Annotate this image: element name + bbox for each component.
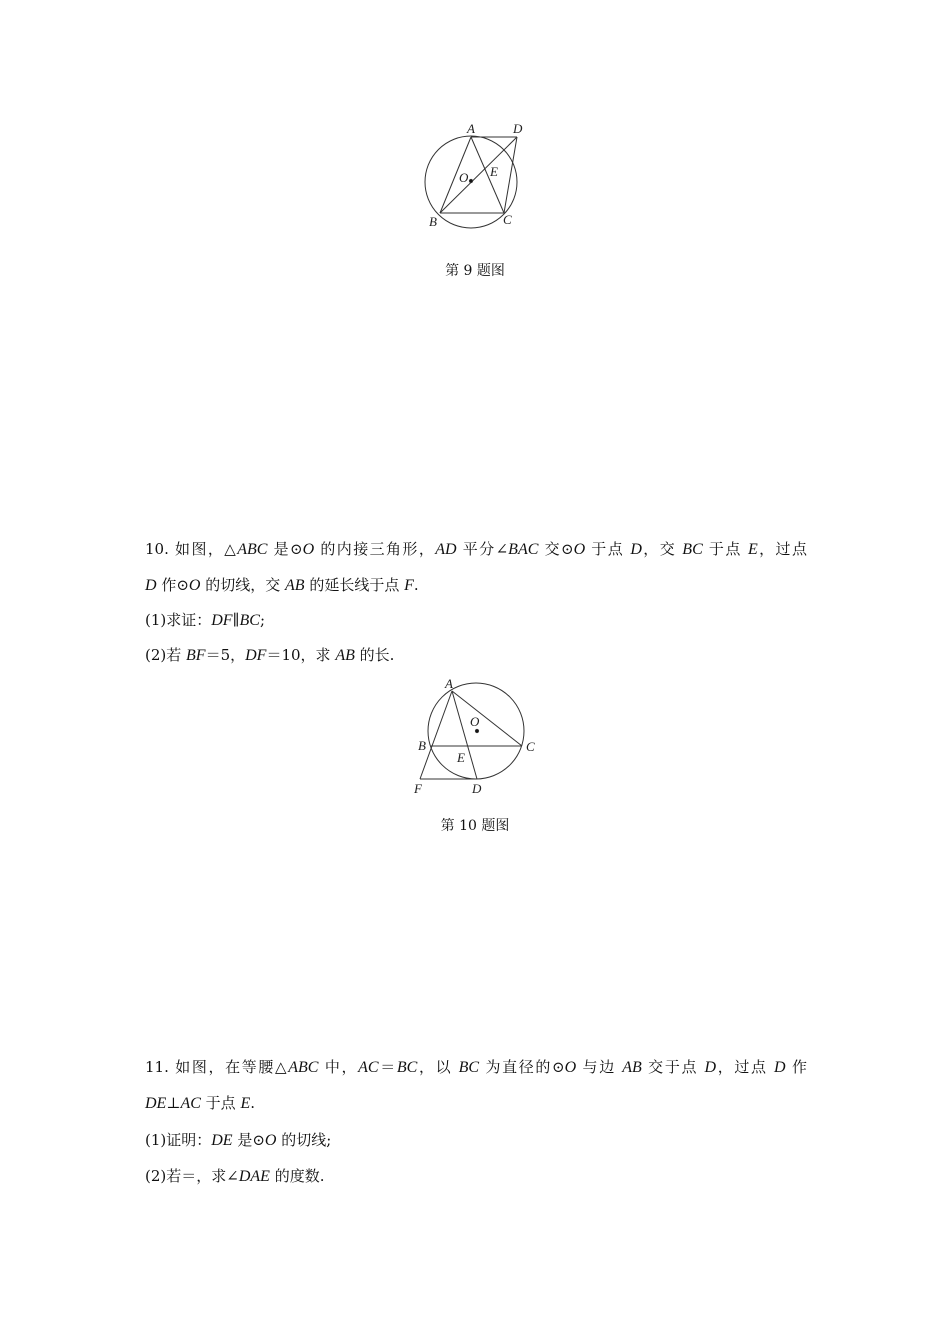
label-b: B xyxy=(418,738,426,753)
math-variable: BC xyxy=(458,1059,480,1076)
label-e: E xyxy=(490,164,498,179)
label-e: E xyxy=(457,750,465,765)
math-variable: E xyxy=(240,1095,251,1112)
math-variable: BC xyxy=(682,541,703,558)
text-segment: ⊥ xyxy=(166,1094,181,1112)
problem-10-line xyxy=(145,539,807,560)
text-segment: 的内接三角形， xyxy=(314,540,436,558)
text-segment: ＝ xyxy=(378,1058,397,1076)
text-segment: ，交 xyxy=(641,540,683,558)
text-segment: (2)若 xyxy=(145,646,187,664)
math-variable: O xyxy=(188,577,201,594)
math-variable: AB xyxy=(285,577,305,594)
math-variable: E xyxy=(747,541,758,558)
figure-10-labels xyxy=(413,676,535,796)
text-segment: 平分∠ xyxy=(456,540,509,558)
figure-9-caption: 第 9 题图 xyxy=(445,263,505,279)
math-variable: D xyxy=(630,541,642,558)
text-segment: 作⊙ xyxy=(156,576,189,594)
text-segment: 为直径的⊙ xyxy=(479,1058,565,1076)
text-segment: 的长. xyxy=(354,646,395,664)
text-segment: 交于点 xyxy=(641,1058,705,1076)
label-c: C xyxy=(526,739,535,754)
label-d: D xyxy=(472,781,482,796)
figure-10 xyxy=(420,683,524,779)
math-variable: AB xyxy=(335,647,355,664)
math-variable: BC xyxy=(396,1059,418,1076)
text-segment: ＝5， xyxy=(205,646,246,664)
text-segment: . xyxy=(250,1094,255,1112)
label-d: D xyxy=(513,121,523,136)
math-variable: O xyxy=(264,1132,277,1149)
center-dot xyxy=(469,179,472,182)
math-variable: DF xyxy=(211,612,233,629)
center-dot xyxy=(475,729,478,732)
text-segment: 11. 如图，在等腰△ xyxy=(145,1058,289,1076)
segment-ad xyxy=(452,691,477,779)
label-a: A xyxy=(445,676,453,691)
math-variable: O xyxy=(564,1059,577,1076)
text-segment: 的切线; xyxy=(276,1131,332,1149)
math-variable: DAE xyxy=(238,1168,270,1185)
math-variable: D xyxy=(704,1059,717,1076)
math-variable: AC xyxy=(180,1095,201,1112)
text-segment: (2)若＝，求∠ xyxy=(145,1167,239,1185)
math-variable: F xyxy=(404,577,414,594)
label-a: A xyxy=(467,121,475,136)
text-segment: 是⊙ xyxy=(232,1131,265,1149)
label-b: B xyxy=(429,214,437,229)
text-segment: 于点 xyxy=(702,540,748,558)
text-segment: 与边 xyxy=(576,1058,623,1076)
math-variable: D xyxy=(774,1059,786,1076)
math-variable: AC xyxy=(358,1059,379,1076)
text-segment: ，以 xyxy=(417,1058,459,1076)
math-variable: AD xyxy=(435,541,457,558)
math-variable: D xyxy=(145,577,157,594)
label-o: O xyxy=(470,714,480,729)
text-segment: 的度数. xyxy=(269,1167,325,1185)
text-segment: ，过点 xyxy=(716,1058,774,1076)
text-segment: 是⊙ xyxy=(267,540,303,558)
text-segment: 于点 xyxy=(585,540,631,558)
problem-11-part-2 xyxy=(145,1166,324,1187)
math-variable: AB xyxy=(622,1059,642,1076)
text-segment: (1)证明： xyxy=(145,1131,212,1149)
text-segment: 10. 如图，△ xyxy=(145,540,238,558)
text-segment: 于点 xyxy=(200,1094,241,1112)
text-segment: 的延长线于点 xyxy=(304,576,405,594)
text-segment: 作 xyxy=(785,1058,807,1076)
problem-10-part-1 xyxy=(145,610,265,631)
text-segment: ; xyxy=(259,611,266,629)
text-segment: ，过点 xyxy=(757,540,807,558)
problem-11-line xyxy=(145,1093,255,1114)
text-segment: 交⊙ xyxy=(538,540,574,558)
problem-11-line xyxy=(145,1057,807,1078)
math-variable: DE xyxy=(145,1095,167,1112)
label-f: F xyxy=(414,781,422,796)
math-variable: ABC xyxy=(288,1059,319,1076)
segment-ac xyxy=(471,137,504,213)
text-segment: . xyxy=(413,576,419,594)
text-segment: ∥ xyxy=(232,611,240,629)
label-o: O xyxy=(459,170,469,185)
problem-10-part-2 xyxy=(145,645,394,666)
text-segment: 的切线，交 xyxy=(200,576,286,594)
math-variable: O xyxy=(302,541,315,558)
math-variable: ABC xyxy=(237,541,268,558)
math-variable: DF xyxy=(245,647,267,664)
problem-10-line xyxy=(145,575,419,596)
math-variable: DE xyxy=(211,1132,233,1149)
figure-10-caption: 第 10 题图 xyxy=(440,818,510,834)
text-segment: ＝10，求 xyxy=(266,646,336,664)
label-c: C xyxy=(503,212,512,227)
math-variable: BF xyxy=(186,647,206,664)
text-segment: 中， xyxy=(318,1058,359,1076)
text-segment: (1)求证： xyxy=(145,611,212,629)
math-variable: O xyxy=(573,541,586,558)
math-variable: BC xyxy=(239,612,260,629)
math-variable: BAC xyxy=(508,541,539,558)
problem-11-part-1 xyxy=(145,1130,331,1151)
